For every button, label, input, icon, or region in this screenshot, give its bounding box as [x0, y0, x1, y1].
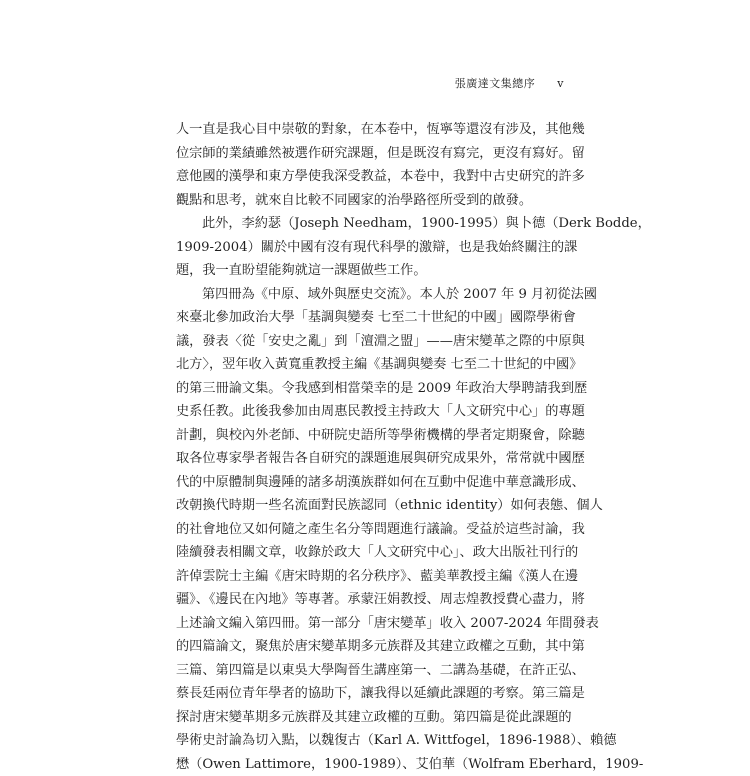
text-line: 改朝換代時期一些名流面對民族認同（ethnic identity）如何表態、個人	[176, 494, 566, 518]
text-line: 來臺北參加政治大學「基調與變奏 七至二十世紀的中國」國際學術會	[176, 306, 566, 330]
text-line: 的四篇論文，聚焦於唐宋變革期多元族群及其建立政權之互動，其中第	[176, 635, 566, 659]
text-line: 的社會地位又如何隨之產生名分等問題進行議論。受益於這些討論，我	[176, 518, 566, 542]
text-line: 學術史討論為切入點，以魏復古（Karl A. Wittfogel，1896-1988）、賴德	[176, 729, 566, 753]
text-line: 疆》、《邊民在內地》等專著。承蒙汪娟教授、周志煌教授費心盡力，將	[176, 588, 566, 612]
page-number: v	[557, 72, 564, 96]
text-line: 人一直是我心目中崇敬的對象，在本卷中，恆寧等還沒有涉及，其他幾	[176, 118, 566, 142]
text-line: 的第三冊論文集。令我感到相當榮幸的是 2009 年政治大學聘請我到歷	[176, 377, 566, 401]
body-text	[176, 118, 566, 776]
text-line: 位宗師的業績雖然被選作研究課題，但是既沒有寫完，更沒有寫好。留	[176, 142, 566, 166]
text-line: 取各位專家學者報告各自研究的課題進展與研究成果外，常常就中國歷	[176, 447, 566, 471]
text-line: 探討唐宋變革期多元族群及其建立政權的互動。第四篇是從此課題的	[176, 706, 566, 730]
text-line: 計劃，與校內外老師、中研院史語所等學術機構的學者定期聚會，除聽	[176, 424, 566, 448]
text-line: 懋（Owen Lattimore，1900-1989）、艾伯華（Wolfram Eberhard，1909-	[176, 753, 566, 776]
text-line: 蔡長廷兩位青年學者的協助下，讓我得以延續此課題的考察。第三篇是	[176, 682, 566, 706]
text-line: 許倬雲院士主編《唐宋時期的名分秩序》、藍美華教授主編《漢人在邊	[176, 565, 566, 589]
text-line: 觀點和思考，就來自比較不同國家的治學路徑所受到的啟發。	[176, 189, 566, 213]
text-line: 陸續發表相關文章，收錄於政大「人文研究中心」、政大出版社刊行的	[176, 541, 566, 565]
text-line: 題，我一直盼望能夠就這一課題做些工作。	[176, 259, 566, 283]
text-line: 1909-2004）關於中國有沒有現代科學的激辯，也是我始終關注的課	[176, 236, 566, 260]
text-line: 代的中原體制與邊陲的諸多胡漢族群如何在互動中促進中華意識形成、	[176, 471, 566, 495]
text-line: 上述論文編入第四冊。第一部分「唐宋變革」收入 2007-2024 年間發表	[176, 612, 566, 636]
text-line: 議，發表〈從「安史之亂」到「澶淵之盟」——唐宋變革之際的中原與	[176, 330, 566, 354]
text-line: 意他國的漢學和東方學使我深受教益，本卷中，我對中古史研究的許多	[176, 165, 566, 189]
running-head	[176, 72, 564, 96]
text-line: 第四冊為《中原、域外與歷史交流》。本人於 2007 年 9 月初從法國	[176, 283, 566, 307]
text-line: 三篇、第四篇是以東吳大學陶晉生講座第一、二講為基礎，在許正弘、	[176, 659, 566, 683]
running-head-title: 張廣達文集總序	[455, 72, 536, 96]
text-line: 北方〉，翌年收入黃寬重教授主編《基調與變奏 七至二十世紀的中國》	[176, 353, 566, 377]
text-line: 此外，李約瑟（Joseph Needham，1900-1995）與卜德（Derk Bodde，	[176, 212, 566, 236]
text-line: 史系任教。此後我參加由周惠民教授主持政大「人文研究中心」的專題	[176, 400, 566, 424]
